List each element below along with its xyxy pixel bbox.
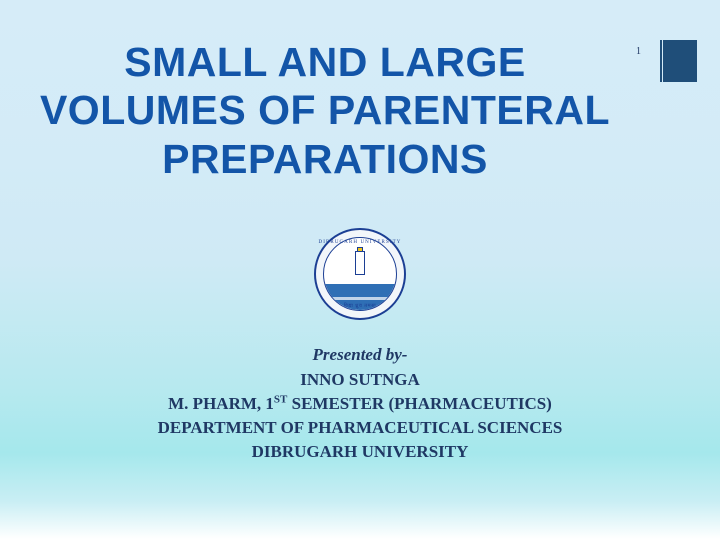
- presented-by-label: Presented by-: [312, 345, 408, 364]
- course-prefix: M. PHARM, 1: [168, 394, 274, 414]
- logo-lighthouse-tower: [355, 251, 365, 275]
- university-logo-icon: [314, 228, 406, 320]
- decorative-corner-bar: [663, 40, 697, 82]
- presenter-name: INNO SUTNGA: [300, 370, 420, 389]
- course-suffix: SEMESTER (PHARMACEUTICS): [287, 394, 552, 414]
- presenter-university: DIBRUGARH UNIVERSITY: [251, 442, 469, 462]
- slide-title: SMALL AND LARGE VOLUMES OF PARENTERAL PREPARATIONS: [39, 39, 611, 182]
- presenter-department: DEPARTMENT OF PHARMACEUTICAL SCIENCES: [157, 418, 563, 438]
- logo-arc-text-top: DIBRUGARH UNIVERSITY: [318, 240, 402, 245]
- logo-arc-text-bottom: विद्या ध्रुव तमसः: [343, 304, 377, 309]
- logo-container: [0, 228, 720, 320]
- slide-number: 1: [636, 46, 641, 57]
- decorative-corner-line: [660, 40, 662, 82]
- presenter-block: [0, 345, 720, 465]
- course-ordinal-suffix: ST: [273, 393, 288, 406]
- logo-wave: [324, 297, 396, 300]
- logo-inner-ring: [323, 237, 397, 311]
- presenter-course: [0, 392, 720, 416]
